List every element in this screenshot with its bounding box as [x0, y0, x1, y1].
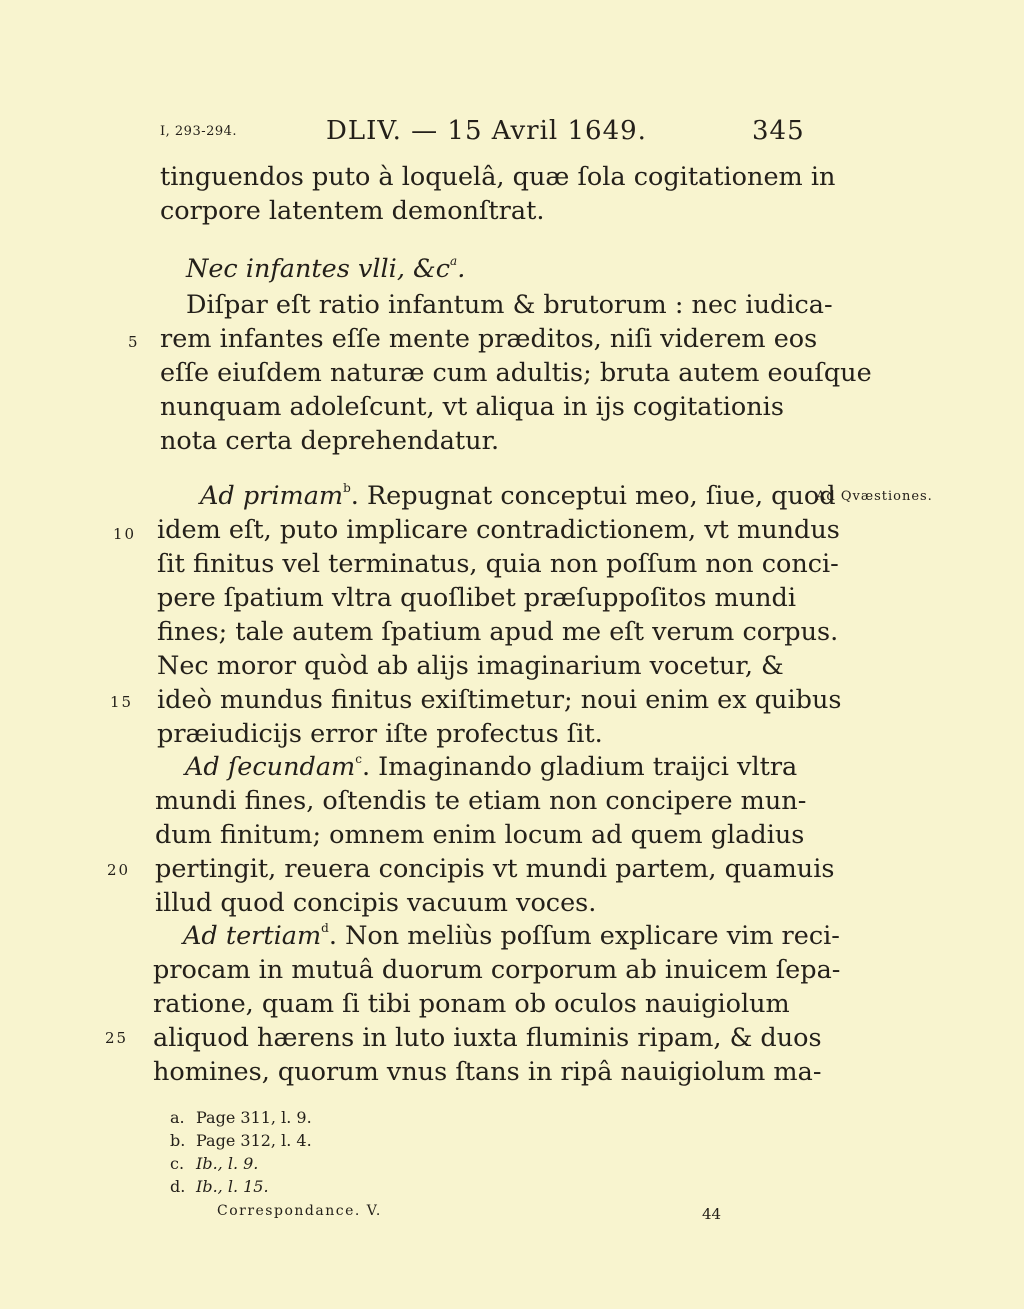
footnote-ref-a: a	[450, 254, 458, 268]
text-line-8	[200, 479, 836, 513]
text-line-5: eſſe eiuſdem naturæ cum adultis; bruta autem eouſque	[160, 358, 872, 388]
heading-text: Nec infantes vlli, &c	[186, 254, 451, 284]
text-line-14: ideò mundus finitus exiſtimetur; noui enim ex quibus	[157, 685, 842, 715]
line-number-25: 25	[105, 1029, 129, 1047]
text-line-19: pertingit, reuera concipis vt mundi partem, quamuis	[155, 854, 835, 884]
footnote-text: Ib., l. 9.	[196, 1154, 259, 1173]
text-line-17: mundi fines, oſtendis te etiam non concipere mun-	[155, 786, 807, 816]
footnote-label: c.	[170, 1154, 185, 1173]
text-line-2: corpore latentem demonſtrat.	[160, 196, 545, 226]
text-line-23: ratione, quam ſi tibi ponam ob oculos nauigiolum	[153, 989, 790, 1019]
footer-signature-number: 44	[702, 1205, 722, 1223]
text-line-24: aliquod hærens in luto iuxta fluminis ripam, & duos	[153, 1023, 822, 1053]
footnote-ref-b: b	[343, 481, 351, 495]
page-number: 345	[752, 116, 805, 146]
ad-secundam-label: Ad ſecundam	[185, 752, 356, 782]
text-line-22: procam in mutuâ duorum corporum ab inuicem ſepa-	[153, 955, 841, 985]
text-line-15: præiudicijs error iſte profectus ſit.	[157, 719, 603, 749]
text-line-16-rest: . Imaginando gladium traijci vltra	[361, 752, 798, 782]
footnote-b	[170, 1130, 312, 1152]
text-line-12: fines; tale autem ſpatium apud me eſt verum corpus.	[157, 617, 839, 647]
text-line-13: Nec moror quòd ab alijs imaginarium vocetur, &	[157, 651, 784, 681]
text-line-21	[183, 919, 840, 953]
line-number-5: 5	[128, 333, 140, 351]
text-line-18: dum finitum; omnem enim locum ad quem gladius	[155, 820, 805, 850]
footer-signature: Correspondance. V.	[217, 1203, 382, 1219]
text-line-11: pere ſpatium vltra quoſlibet præſuppoſitos mundi	[157, 583, 797, 613]
header-title: DLIV. — 15 Avril 1649.	[326, 116, 647, 146]
ad-primam-label: Ad primam	[200, 481, 344, 511]
text-line-21-rest: . Non meliùs poſſum explicare vim reci-	[328, 921, 840, 951]
footnote-ref-d: d	[321, 921, 329, 935]
footnote-d	[170, 1176, 269, 1198]
text-line-3: Diſpar eſt ratio infantum & brutorum : nec iudica-	[186, 290, 833, 320]
line-number-20: 20	[107, 861, 131, 879]
text-line-4: rem infantes eſſe mente præditos, niſi viderem eos	[160, 324, 818, 354]
text-line-6: nunquam adoleſcunt, vt aliqua in ijs cogitationis	[160, 392, 784, 422]
line-number-15: 15	[110, 693, 134, 711]
text-line-16	[185, 750, 797, 784]
footnote-text: Page 312, l. 4.	[196, 1131, 312, 1150]
heading-end: .	[457, 254, 466, 284]
footnote-label: b.	[170, 1131, 186, 1150]
text-line-9: idem eſt, puto implicare contradictionem, vt mundus	[157, 515, 840, 545]
footnote-text: Page 311, l. 9.	[196, 1108, 312, 1127]
margin-note: Ad Qvæstiones.	[816, 489, 933, 504]
text-line-7: nota certa deprehendatur.	[160, 426, 500, 456]
footnote-ref-c: c	[355, 752, 362, 766]
footnote-a	[170, 1107, 312, 1129]
text-line-1: tinguendos puto à loquelâ, quæ ſola cogitationem in	[160, 162, 836, 192]
line-number-10: 10	[113, 525, 137, 543]
ad-tertiam-label: Ad tertiam	[183, 921, 322, 951]
text-line-8-rest: . Repugnat conceptui meo, ſiue, quod	[350, 481, 836, 511]
footnote-label: d.	[170, 1177, 186, 1196]
footnote-c	[170, 1153, 258, 1175]
text-line-10: ſit finitus vel terminatus, quia non poſſum non conci-	[157, 549, 839, 579]
footnote-label: a.	[170, 1108, 185, 1127]
header-reference: I, 293-294.	[160, 124, 238, 139]
footnote-text: Ib., l. 15.	[196, 1177, 269, 1196]
text-line-25: homines, quorum vnus ſtans in ripâ nauigiolum ma-	[153, 1057, 822, 1087]
section-heading-nec-infantes	[186, 252, 465, 286]
text-line-20: illud quod concipis vacuum voces.	[155, 888, 597, 918]
running-header	[0, 116, 1024, 150]
